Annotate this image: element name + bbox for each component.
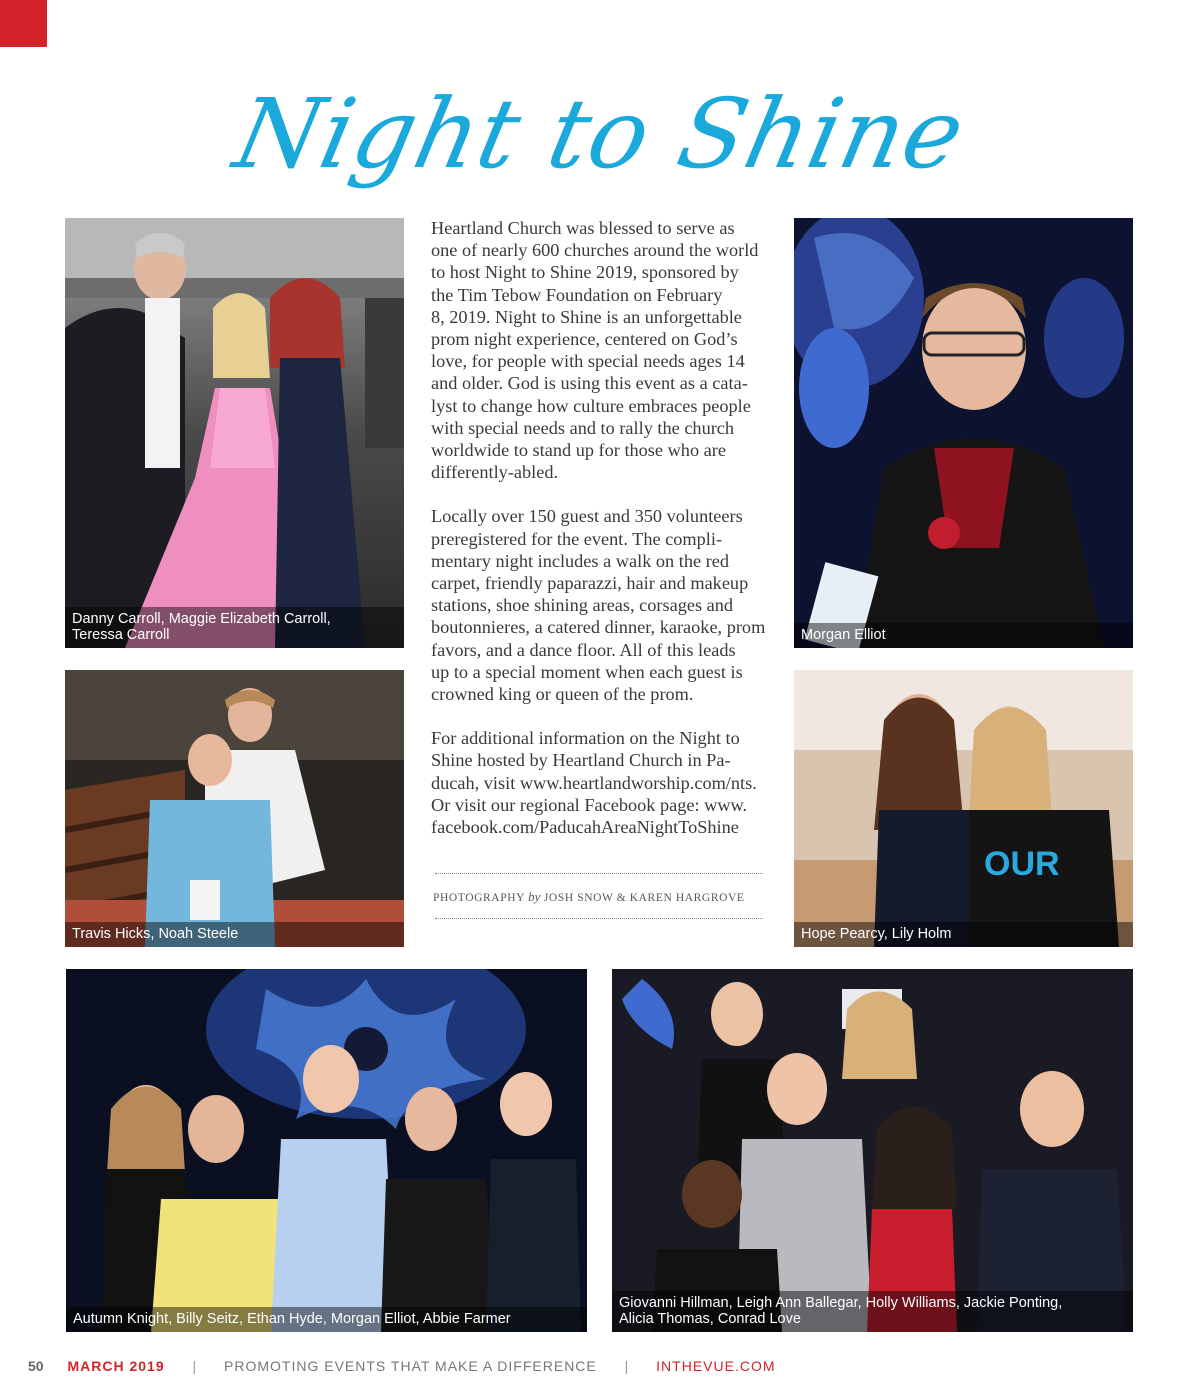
- issue-month: MARCH 2019: [67, 1358, 165, 1374]
- text-line: facebook.com/PaducahAreaNightToShine: [431, 817, 739, 838]
- photo-caption: [65, 607, 404, 648]
- text-line: mentary night includes a walk on the red: [431, 550, 729, 571]
- text-line: one of nearly 600 churches around the world: [431, 240, 759, 261]
- photo-image: [65, 218, 404, 648]
- text-line: prom night experience, centered on God’s: [431, 329, 738, 350]
- caption-line: Teressa Carroll: [72, 627, 170, 643]
- article-body: [431, 217, 766, 860]
- paragraph-local: [431, 505, 766, 705]
- caption-line: Autumn Knight, Billy Seitz, Ethan Hyde, Morgan Elliot, Abbie Farmer: [73, 1311, 511, 1327]
- photo-caption: [65, 922, 404, 947]
- page-number: 50: [28, 1358, 44, 1374]
- credit-prefix: PHOTOGRAPHY: [433, 892, 525, 904]
- text-line: Shine hosted by Heartland Church in Pa-: [431, 750, 731, 771]
- text-line: love, for people with special needs ages 14: [431, 351, 745, 372]
- photo-image: [612, 969, 1133, 1332]
- credit-by: by: [528, 889, 541, 904]
- text-line: to host Night to Shine 2019, sponsored by: [431, 262, 739, 283]
- text-line: lyst to change how culture embraces people: [431, 395, 751, 416]
- caption-line: Hope Pearcy, Lily Holm: [801, 926, 952, 942]
- text-line: up to a special moment when each guest is: [431, 661, 743, 682]
- footer-separator: |: [192, 1358, 197, 1374]
- footer-tagline: PROMOTING EVENTS THAT MAKE A DIFFERENCE: [224, 1358, 597, 1374]
- text-line: carpet, friendly paparazzi, hair and makeup: [431, 573, 749, 594]
- caption-line: Danny Carroll, Maggie Elizabeth Carroll,: [72, 611, 331, 627]
- photo-caption: [612, 1291, 1133, 1332]
- divider-top: [435, 873, 763, 874]
- text-line: worldwide to stand up for those who are: [431, 440, 726, 461]
- photo-image: [66, 969, 587, 1332]
- page-title: Night to Shine: [225, 78, 975, 190]
- text-line: with special needs and to rally the church: [431, 417, 735, 438]
- photo-caption: [794, 922, 1133, 947]
- photo-image: [65, 670, 404, 947]
- caption-line: Giovanni Hillman, Leigh Ann Ballegar, Holly Williams, Jackie Ponting,: [619, 1295, 1063, 1311]
- paragraph-intro: [431, 217, 766, 483]
- text-line: favors, and a dance floor. All of this leads: [431, 639, 736, 660]
- divider-bottom: [435, 918, 763, 919]
- credit-names: JOSH SNOW & KAREN HARGROVE: [543, 892, 745, 904]
- website-link[interactable]: INTHEVUE.COM: [656, 1358, 776, 1374]
- photo-credit: [433, 889, 773, 905]
- photo-carroll-family: [65, 218, 404, 648]
- text-line: preregistered for the event. The compli-: [431, 528, 723, 549]
- text-line: crowned king or queen of the prom.: [431, 684, 694, 705]
- photo-hicks-steele: [65, 670, 404, 947]
- text-line: Heartland Church was blessed to serve as: [431, 218, 735, 238]
- photo-group-six: [612, 969, 1133, 1332]
- text-line: stations, shoe shining areas, corsages and: [431, 595, 734, 616]
- text-line: boutonnieres, a catered dinner, karaoke, prom: [431, 617, 766, 638]
- text-line: differently-abled.: [431, 462, 559, 483]
- photo-caption: [66, 1307, 587, 1332]
- svg-text:OUR: OUR: [984, 845, 1060, 883]
- text-line: Or visit our regional Facebook page: www.: [431, 794, 748, 815]
- text-line: Locally over 150 guest and 350 volunteers: [431, 506, 743, 527]
- text-line: and older. God is using this event as a cata-: [431, 373, 748, 394]
- photo-caption: [794, 623, 1133, 648]
- text-line: 8, 2019. Night to Shine is an unforgettable: [431, 306, 742, 327]
- corner-tab: [0, 0, 47, 47]
- photo-image: [794, 218, 1133, 648]
- paragraph-info: [431, 727, 766, 838]
- photo-image: [794, 670, 1133, 947]
- page-footer: [28, 1358, 776, 1374]
- footer-separator: |: [624, 1358, 629, 1374]
- caption-line: Travis Hicks, Noah Steele: [72, 926, 239, 942]
- photo-group-five: [66, 969, 587, 1332]
- caption-line: Morgan Elliot: [801, 627, 886, 643]
- text-line: ducah, visit www.heartlandworship.com/nts.: [431, 772, 757, 793]
- text-line: For additional information on the Night to: [431, 728, 740, 749]
- text-line: the Tim Tebow Foundation on February: [431, 284, 723, 305]
- caption-line: Alicia Thomas, Conrad Love: [619, 1311, 801, 1327]
- photo-pearcy-holm: [794, 670, 1133, 947]
- photo-morgan-elliot: [794, 218, 1133, 648]
